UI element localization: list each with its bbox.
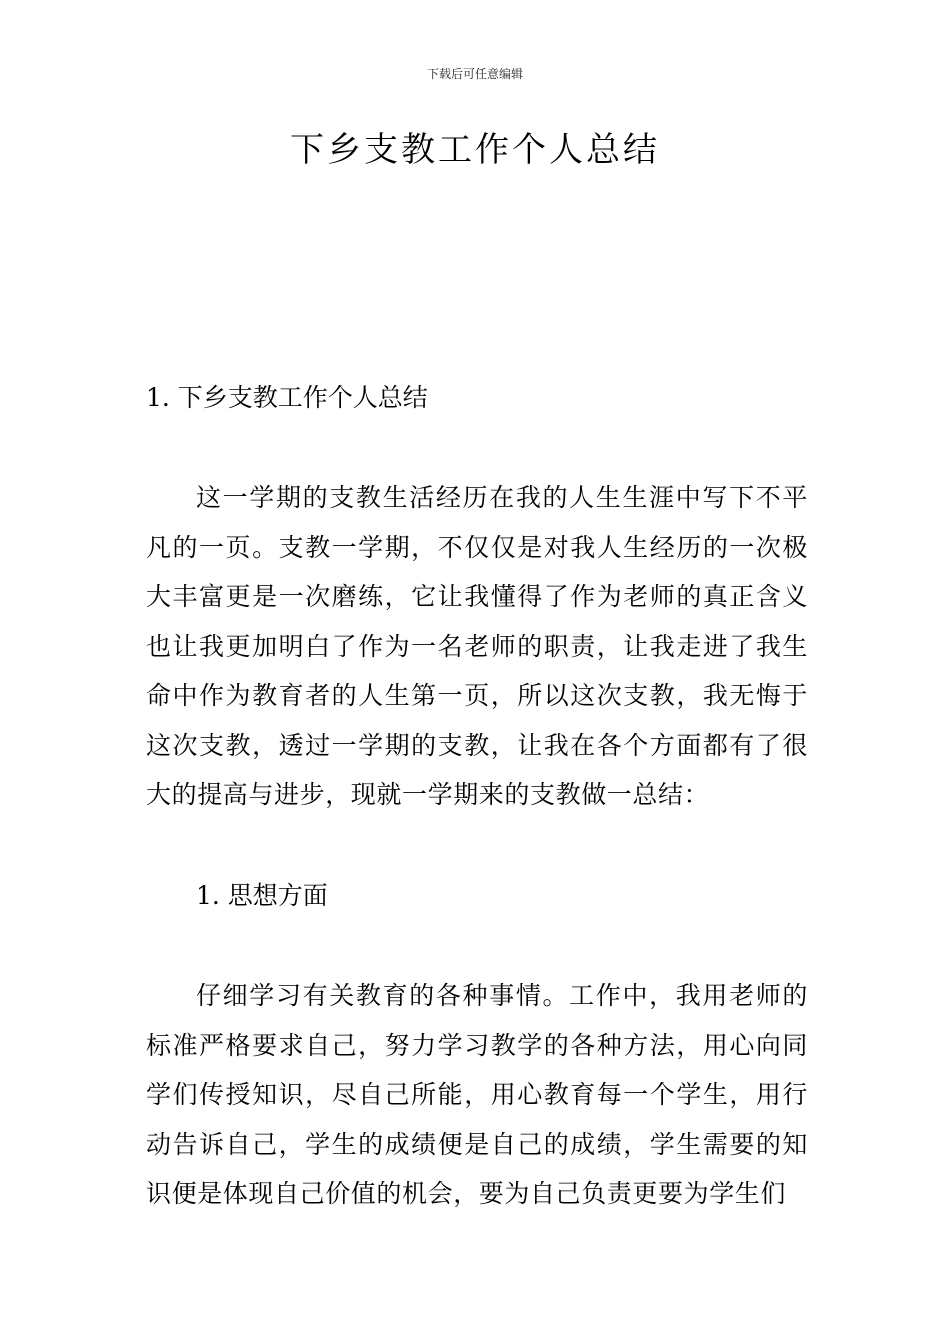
document-title: 下乡支教工作个人总结: [290, 130, 660, 170]
body-paragraph-2: 仔细学习有关教育的各种事情。工作中，我用老师的标准严格要求自己，努力学习教学的各种方法，用心向同学们传授知识，尽自己所能，用心教育每一个学生，用行动告诉自己，学生的成绩便是自己的成绩，学生需要的知识便是体现自己价值的机会，要为自己负责更要为学生们: [146, 981, 808, 1208]
body-paragraph-1: 这一学期的支教生活经历在我的人生生涯中写下不平凡的一页。支教一学期，不仅仅是对我人生经历的一次极大丰富更是一次磨练，它让我懂得了作为老师的真正含义也让我更加明白了作为一名老师的职责，让我走进了我生命中作为教育者的人生第一页，所以这次支教，我无悔于这次支教，透过一学期的支教，让我在各个方面都有了很大的提高与进步，现就一学期来的支教做一总结：: [146, 483, 808, 809]
section-title: 1. 下乡支教工作个人总结: [146, 383, 428, 412]
header-note: 下载后可任意编辑: [426, 67, 523, 81]
subsection-title: 1. 思想方面: [196, 881, 328, 910]
